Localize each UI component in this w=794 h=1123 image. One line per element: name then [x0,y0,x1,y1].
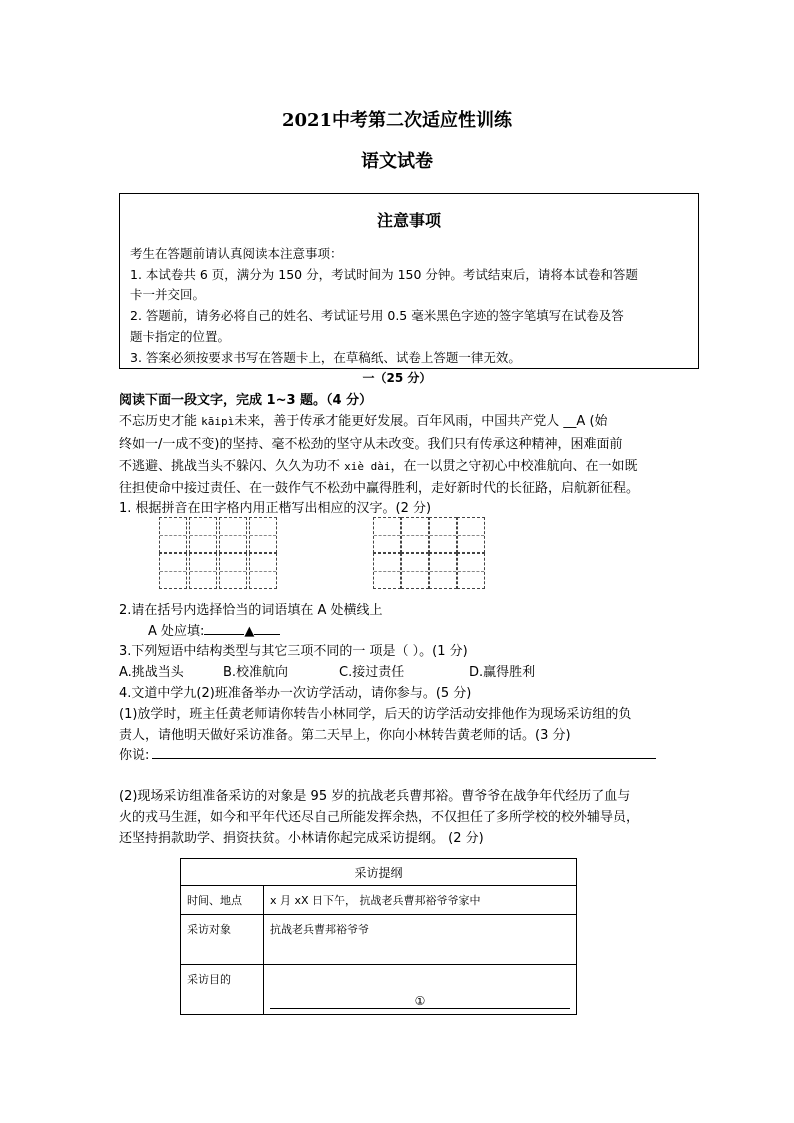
grid-cell[interactable] [429,553,457,589]
question-2: 2.请在括号内选择恰当的词语填在 A 处横线上 [119,603,383,618]
passage-text: ，在一以贯之守初心中校准航向、在一如既 [390,459,638,474]
q4-1-line-1: (1)放学时，班主任黄老师请你转告小林同学，后天的访学活动安排他作为现场采访组的负 [119,707,632,722]
passage-text: (始 [585,414,608,429]
outline-row-value: 抗战老兵曹邦裕爷爷 [264,915,577,965]
notice-line: 题卡指定的位置。 [130,329,231,344]
blank-a: __A [563,414,586,429]
q4-1-answer-line[interactable] [152,758,656,759]
outline-row-label: 时间、地点 [181,886,264,915]
grid-cell[interactable] [159,553,187,589]
grid-cell[interactable] [401,553,429,589]
q3-option-b: B.校准航向 [223,665,289,680]
q4-2-line-3: 还坚持捐款助学、捐资扶贫。小林请你起完成采访提纲。 (2 分) [119,831,484,846]
q2-answer-blank[interactable] [204,622,244,635]
grid-cell[interactable] [189,553,217,589]
notice-line: 卡一并交回。 [130,287,206,302]
passage-text: 不忘历史才能 [119,414,202,429]
question-3: 3.下列短语中结构类型与其它三项不同的一 项是（ ）。(1 分) [119,644,468,659]
outline-row-value: x 月 xX 日下午， 抗战老兵曹邦裕爷爷家中 [264,886,577,915]
outline-title: 采访提纲 [181,859,577,886]
q2-answer [148,620,280,639]
q4-1-answer-label: 你说: [119,748,150,763]
grid-cell[interactable] [159,517,187,553]
notice-line: 2. 答题前，请务必将自己的姓名、考试证号用 0.5 毫米黑色字迹的签字笔填写在试卷及答 [130,308,624,323]
grid-cell[interactable] [457,553,485,589]
passage-text: 未来，善于传承才能更好发展。百年风雨，中国共产党人 [234,414,564,429]
grid-cell[interactable] [249,553,277,589]
grid-cell[interactable] [373,553,401,589]
grid-cell[interactable] [189,517,217,553]
pinyin-kaipi: kāipì [201,415,235,428]
passage-text: 不逃避、挑战当头不躲闪、久久为功不 [119,459,345,474]
q3-option-d: D.赢得胜利 [469,665,536,680]
q4-2-line-2: 火的戎马生涯，如今和平年代还尽自己所能发挥余热，不仅担任了多所学校的校外辅导员， [119,810,640,825]
passage-line-2: 终如一/一成不变)的坚持、毫不松劲的坚守从未改变。我们只有传承这种精神，困难面前 [119,437,623,452]
grid-cell[interactable] [429,517,457,553]
interview-outline-table [180,858,577,1015]
purpose-answer-line[interactable] [270,994,570,1009]
grid-cell[interactable] [219,517,247,553]
section-heading: 一（25 分） [362,371,432,385]
outline-row-label: 采访目的 [181,965,264,1015]
q4-1-line-2: 责人，请他明天做好采访准备。第二天早上，你向小林转告黄老师的话。(3 分) [119,728,571,743]
grid-cell[interactable] [401,517,429,553]
blank-marker-1: ① [414,994,426,1008]
passage-line-4: 往担使命中接过责任、在一鼓作气不松劲中赢得胜利，走好新时代的长征路，启航新征程。 [119,481,640,496]
passage-line-1 [119,410,608,429]
question-1: 1. 根据拼音在田字格内用正楷写出相应的汉字。(2 分) [119,501,432,516]
notice-line: 3. 答案必须按要求书写在答题卡上，在草稿纸、试卷上答题一律无效。 [130,350,521,365]
triangle-marker: ▲ [244,624,255,639]
passage-line-3 [119,455,638,474]
q2-answer-label: A 处应填: [148,624,205,639]
grid-cell[interactable] [373,517,401,553]
notice-box [119,193,699,369]
grid-cell[interactable] [457,517,485,553]
pinyin-xiedai: xiè dài [344,460,391,473]
exam-title: 2021中考第二次适应性训练 [281,110,513,131]
notice-title: 注意事项 [376,211,441,230]
notice-line: 1. 本试卷共 6 页，满分为 150 分，考试时间为 150 分钟。考试结束后，请将本试卷和答题 [130,267,638,282]
q3-option-c: C.接过责任 [339,665,405,680]
exam-subtitle: 语文试卷 [361,151,433,172]
notice-intro: 考生在答题前请认真阅读本注意事项： [130,246,343,261]
q3-option-a: A.挑战当头 [119,665,184,680]
q4-2-line-1: (2)现场采访组准备采访的对象是 95 岁的抗战老兵曹邦裕。曹爷爷在战争年代经历了血与 [119,789,631,804]
question-4: 4.文道中学九(2)班准备举办一次访学活动，请你参与。(5 分) [119,686,472,701]
grid-cell[interactable] [219,553,247,589]
outline-row-label: 采访对象 [181,915,264,965]
section-instruction: 阅读下面一段文字，完成 1~3 题。（4 分） [119,393,373,408]
grid-cell[interactable] [249,517,277,553]
q2-answer-blank[interactable] [254,622,280,635]
outline-purpose-cell[interactable] [264,965,577,1015]
